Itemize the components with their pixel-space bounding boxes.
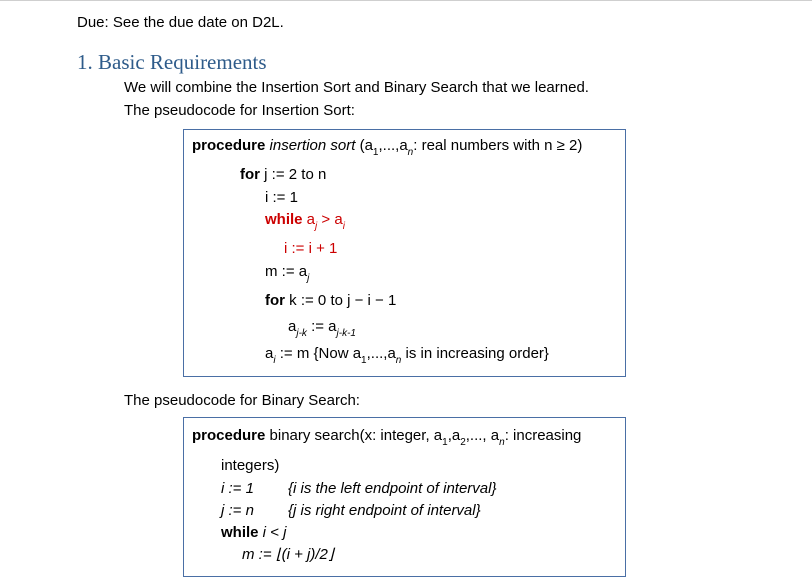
bs-j-comment: {j is right endpoint of interval} xyxy=(288,502,481,519)
binary-search-caption: The pseudocode for Binary Search: xyxy=(124,392,360,409)
due-date-line: Due: See the due date on D2L. xyxy=(77,14,284,31)
bs-j-init-line: j := n xyxy=(221,502,254,519)
bs-while-line: while i < j xyxy=(221,524,287,541)
insertion-sort-caption: The pseudocode for Insertion Sort: xyxy=(124,102,355,119)
bs-i-init-line: i := 1 xyxy=(221,480,254,497)
insertion-sort-pseudocode-box xyxy=(183,129,626,377)
section-heading: 1. Basic Requirements xyxy=(77,50,267,74)
top-divider xyxy=(0,0,812,1)
inner-for-line: for k := 0 to j − i − 1 xyxy=(265,292,397,309)
i-init-line: i := 1 xyxy=(265,189,298,206)
bs-m-assign-line: m := ⌊(i + j)/2⌋ xyxy=(242,546,334,563)
outer-for-line: for j := 2 to n xyxy=(240,166,327,183)
insertion-procedure-line: procedure insertion sort ($a_1,...,a_n$: real numbers with n ≥ 2) xyxy=(192,137,583,158)
binary-procedure-line: procedure binary search(x: integer, $a_1,a_2$,..., $a_n$: increasing xyxy=(192,427,582,448)
binary-procedure-continuation: integers) xyxy=(221,457,280,474)
i-increment-line: i := i + 1 xyxy=(284,240,338,257)
binary-search-pseudocode-box xyxy=(183,417,626,577)
while-line: while $a_j > a_i$ xyxy=(265,211,345,232)
m-assign-line: m := $a_j$ xyxy=(265,263,310,284)
intro-paragraph: We will combine the Insertion Sort and Binary Search that we learned. xyxy=(124,79,589,96)
final-assign-line: $a_i$ := m {Now $a_1,...,a_n$ is in increasing order} xyxy=(265,345,549,366)
bs-i-comment: {i is the left endpoint of interval} xyxy=(288,480,497,497)
shift-line: $a_{j-k}$ := $a_{j-k-1}$ xyxy=(288,318,356,339)
